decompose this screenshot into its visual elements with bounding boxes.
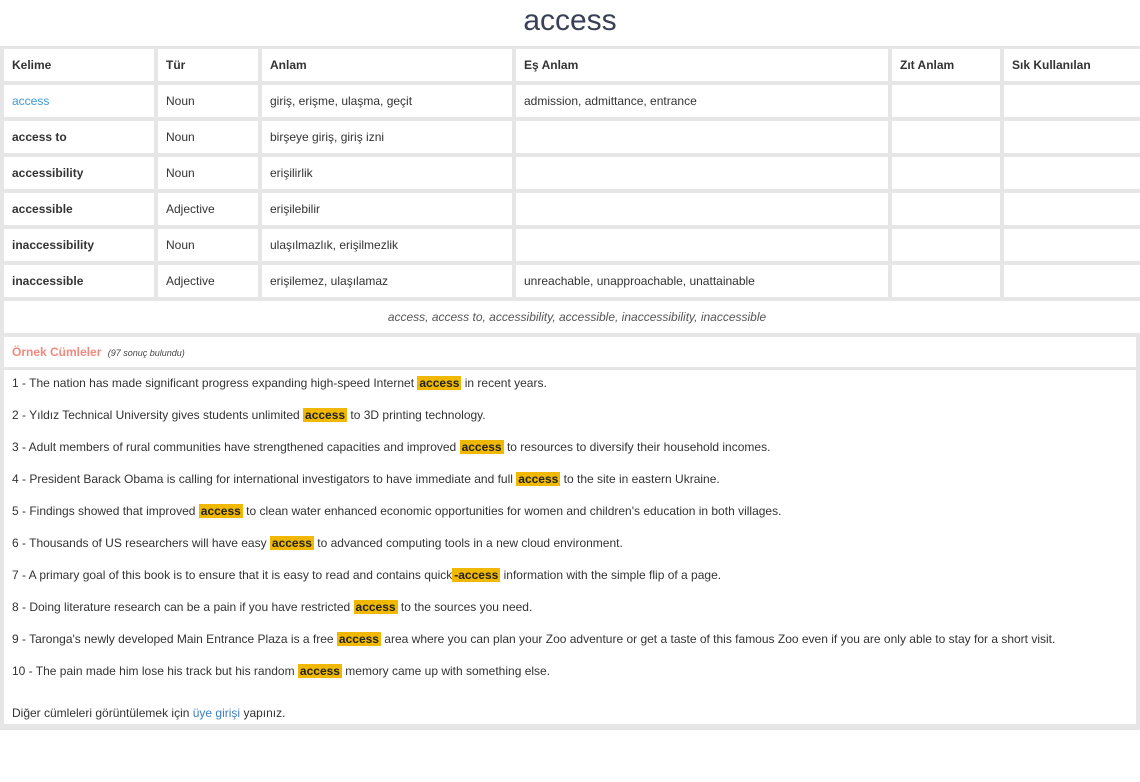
word-antonyms bbox=[892, 193, 1000, 225]
word-antonyms bbox=[892, 121, 1000, 153]
word-synonyms bbox=[516, 157, 888, 189]
word-synonyms bbox=[516, 229, 888, 261]
dictionary-container bbox=[0, 46, 1140, 730]
sentence-text: to clean water enhanced economic opportunities for women and children's education in both villages. bbox=[242, 504, 782, 518]
word-antonyms bbox=[892, 229, 1000, 261]
word-synonyms: unreachable, unapproachable, unattainable bbox=[516, 265, 888, 297]
word-synonyms: admission, admittance, entrance bbox=[516, 85, 888, 117]
sentence-text: 10 - The pain made him lose his track but his random bbox=[12, 664, 298, 678]
word-meaning: erişilebilir bbox=[262, 193, 512, 225]
highlighted-term: access bbox=[200, 504, 241, 518]
example-sentence bbox=[12, 534, 1128, 552]
table-header-row bbox=[4, 49, 1140, 81]
header-type: Tür bbox=[158, 49, 258, 81]
word-frequent bbox=[1004, 85, 1140, 117]
word-meaning: birşeye giriş, giriş izni bbox=[262, 121, 512, 153]
word-link[interactable]: access bbox=[4, 85, 154, 117]
sentence-text: to advanced computing tools in a new cloud environment. bbox=[313, 536, 623, 550]
page-title: access bbox=[523, 4, 617, 37]
example-sentence bbox=[12, 566, 1128, 584]
word-meaning: erişilirlik bbox=[262, 157, 512, 189]
examples-list bbox=[4, 370, 1136, 724]
example-sentence bbox=[12, 630, 1128, 648]
word-type: Noun bbox=[158, 157, 258, 189]
sentence-text: 6 - Thousands of US researchers will have easy bbox=[12, 536, 270, 550]
summary-row bbox=[4, 301, 1140, 333]
sentence-text: to 3D printing technology. bbox=[347, 408, 486, 422]
header-frequent: Sık Kullanılan bbox=[1004, 49, 1140, 81]
sentence-text: 4 - President Barack Obama is calling for international investigators to have immediate and full bbox=[12, 472, 517, 486]
word-type: Noun bbox=[158, 121, 258, 153]
header-synonyms: Eş Anlam bbox=[516, 49, 888, 81]
sentence-text: 3 - Adult members of rural communities have strengthened capacities and improved bbox=[12, 440, 460, 454]
sentence-text: information with the simple flip of a page. bbox=[500, 568, 722, 582]
sentence-text: area where you can plan your Zoo adventure or get a taste of this famous Zoo even if you are only able to stay for a short visit. bbox=[380, 632, 1056, 646]
table-row bbox=[4, 121, 1140, 153]
examples-count: (97 sonuç bulundu) bbox=[107, 348, 185, 358]
table-row bbox=[4, 85, 1140, 117]
header-meaning: Anlam bbox=[262, 49, 512, 81]
word-type: Adjective bbox=[158, 193, 258, 225]
sentence-text: 7 - A primary goal of this book is to ensure that it is easy to read and contains quick bbox=[12, 568, 453, 582]
word-synonyms bbox=[516, 193, 888, 225]
word-link[interactable]: access to bbox=[4, 121, 154, 153]
word-link[interactable]: accessible bbox=[4, 193, 154, 225]
examples-title: Örnek Cümleler bbox=[12, 345, 102, 359]
word-frequent bbox=[1004, 157, 1140, 189]
word-link[interactable]: inaccessibility bbox=[4, 229, 154, 261]
word-type: Adjective bbox=[158, 265, 258, 297]
sentence-text: to the sources you need. bbox=[397, 600, 533, 614]
login-prompt bbox=[12, 706, 1128, 720]
word-meaning: giriş, erişme, ulaşma, geçit bbox=[262, 85, 512, 117]
example-sentence bbox=[12, 406, 1128, 424]
examples-header bbox=[4, 337, 1136, 367]
word-type: Noun bbox=[158, 229, 258, 261]
word-family-summary: access, access to, accessibility, accessible, inaccessibility, inaccessible bbox=[4, 301, 1140, 333]
highlighted-term: access bbox=[355, 600, 396, 614]
sentence-text: 9 - Taronga's newly developed Main Entrance Plaza is a free bbox=[12, 632, 337, 646]
sentence-text: 1 - The nation has made significant progress expanding high-speed Internet bbox=[12, 376, 418, 390]
table-row bbox=[4, 193, 1140, 225]
sentence-text: 5 - Findings showed that improved bbox=[12, 504, 199, 518]
highlighted-term: access bbox=[419, 376, 460, 390]
word-meaning: erişilemez, ulaşılamaz bbox=[262, 265, 512, 297]
word-link[interactable]: inaccessible bbox=[4, 265, 154, 297]
word-type: Noun bbox=[158, 85, 258, 117]
word-meaning: ulaşılmazlık, erişilmezlik bbox=[262, 229, 512, 261]
highlighted-term: access bbox=[305, 408, 346, 422]
table-row bbox=[4, 265, 1140, 297]
highlighted-term: access bbox=[518, 472, 559, 486]
sentence-text: to the site in eastern Ukraine. bbox=[560, 472, 720, 486]
word-table bbox=[0, 45, 1140, 337]
word-frequent bbox=[1004, 121, 1140, 153]
highlighted-term: access bbox=[338, 632, 379, 646]
header-word: Kelime bbox=[4, 49, 154, 81]
example-sentence bbox=[12, 470, 1128, 488]
highlighted-term: -access bbox=[454, 568, 499, 582]
login-suffix: yapınız. bbox=[240, 706, 286, 720]
word-link[interactable]: accessibility bbox=[4, 157, 154, 189]
example-sentence bbox=[12, 374, 1128, 392]
word-antonyms bbox=[892, 85, 1000, 117]
sentence-text: 2 - Yıldız Technical University gives students unlimited bbox=[12, 408, 304, 422]
table-row bbox=[4, 157, 1140, 189]
example-sentence bbox=[12, 502, 1128, 520]
word-frequent bbox=[1004, 265, 1140, 297]
login-link[interactable]: üye girişi bbox=[192, 706, 241, 720]
sentence-text: memory came up with something else. bbox=[341, 664, 551, 678]
highlighted-term: access bbox=[299, 664, 340, 678]
example-sentence bbox=[12, 598, 1128, 616]
word-frequent bbox=[1004, 229, 1140, 261]
example-sentence bbox=[12, 662, 1128, 680]
example-sentence bbox=[12, 438, 1128, 456]
highlighted-term: access bbox=[271, 536, 312, 550]
table-row bbox=[4, 229, 1140, 261]
sentence-text: 8 - Doing literature research can be a pain if you have restricted bbox=[12, 600, 354, 614]
word-antonyms bbox=[892, 265, 1000, 297]
sentence-text: to resources to diversify their household incomes. bbox=[503, 440, 771, 454]
word-synonyms bbox=[516, 121, 888, 153]
login-prefix: Diğer cümleleri görüntülemek için bbox=[12, 706, 193, 720]
sentence-text: in recent years. bbox=[461, 376, 547, 390]
word-frequent bbox=[1004, 193, 1140, 225]
word-antonyms bbox=[892, 157, 1000, 189]
highlighted-term: access bbox=[461, 440, 502, 454]
header-antonyms: Zıt Anlam bbox=[892, 49, 1000, 81]
